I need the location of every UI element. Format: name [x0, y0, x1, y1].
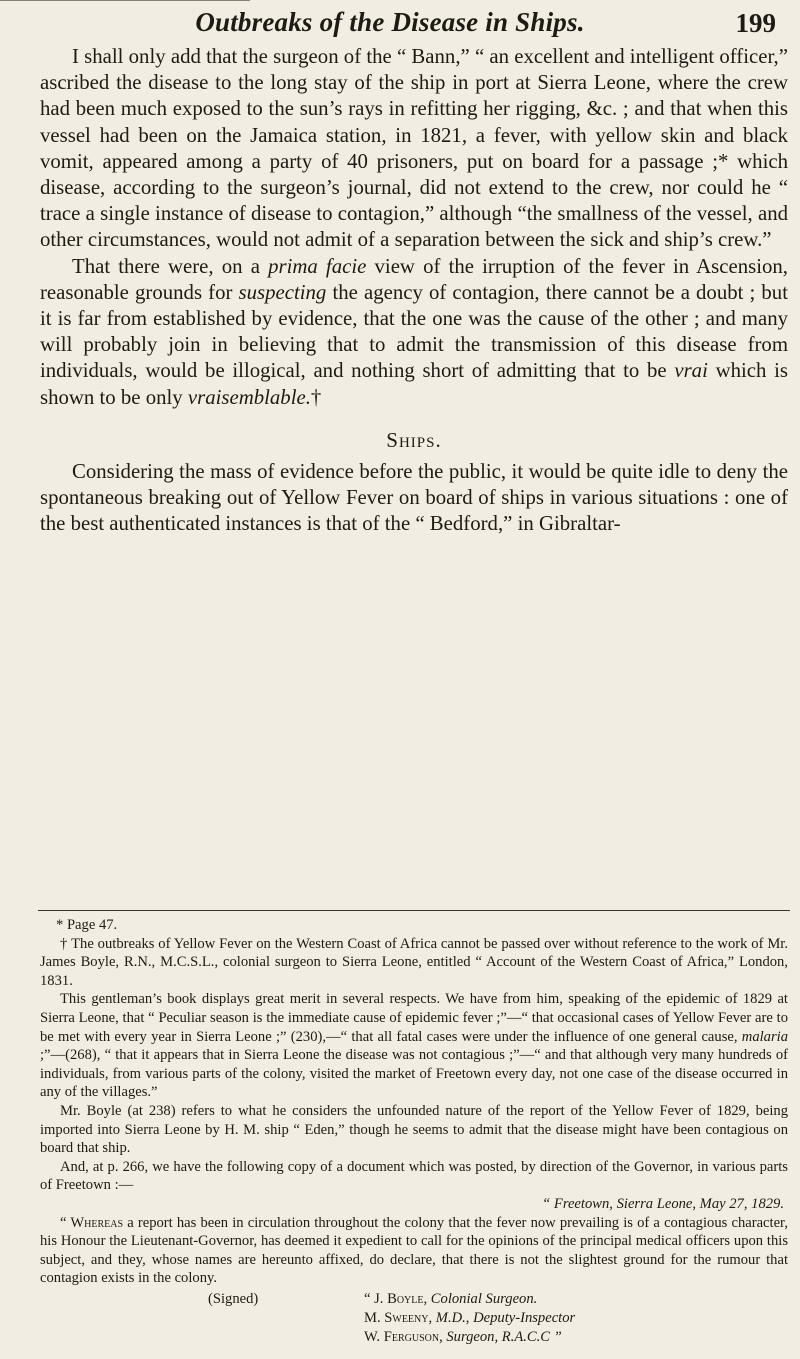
footnote-page-ref: * Page 47. [56, 917, 118, 933]
footnote-mark: † [310, 385, 322, 409]
paragraph-bann [40, 44, 788, 254]
small-caps-text: “ Whereas [60, 1214, 124, 1231]
signatory-boyle [364, 1290, 575, 1309]
signatory-name: W. Ferguson, [364, 1328, 443, 1345]
footnote-divider [38, 910, 790, 911]
text-span: That there were, on a [72, 254, 269, 278]
signatory-title: M.D., Deputy-Inspector [432, 1309, 576, 1326]
signatory-title: Colonial Surgeon. [427, 1290, 538, 1307]
italic-text: suspecting [238, 280, 327, 304]
signatory-sweeny [364, 1309, 575, 1328]
italic-text: vraisemblable. [187, 385, 311, 409]
paragraph-ascension [40, 254, 788, 411]
text-span: which is shown to be only [40, 359, 788, 409]
text-span: the agency of contagion, there cannot be a doubt ; but it is far from established by evidence, that the one was the cause of the other ; and many will probably join in believing that to admit the transmission of this disease from individuals, would be illogical, and nothing short of admitting that to be [40, 280, 788, 383]
footnote-document-intro: And, at p. 266, we have the following copy of a document which was posted, by direction of the Governor, in various parts of Freetown :— [40, 1158, 788, 1194]
text-span: a report has been in circulation throughout the colony that the fever now prevailing is of a contagious character, his Honour the Lieutenant-Governor, has deemed it expedient to call for the opinions of the principal medical officers upon this subject, and they, whose names are hereunto affixed, do declare, that there is not the slightest ground for the rumour that contagion exists in the colony. [40, 1214, 788, 1287]
footnote-mark: * [718, 149, 729, 173]
signatory-name: M. Sweeny, [364, 1309, 433, 1326]
italic-text: prima facie [268, 254, 367, 278]
signatory-name: “ J. Boyle, [364, 1290, 428, 1307]
signature-block [40, 1290, 788, 1348]
footnote-boyle-book [40, 990, 788, 1102]
italic-text: vrai [674, 359, 708, 383]
document-body [40, 1214, 788, 1288]
footnote-eden: Mr. Boyle (at 238) refers to what he considers the unfounded nature of the report of the Yellow Fever of 1829, being imported into Sierra Leone by H. M. ship “ Eden,” though he seems to admit that the disease might have been contagious on board that ship. [40, 1102, 788, 1157]
section-heading: Ships. [386, 427, 442, 452]
text-span: I shall only add that the surgeon of the “ Bann,” “ an excellent and intelligent officer,” ascribed the disease to the long stay of the ship in port at Sierra Leone, where the crew had been much exposed to the sun’s rays in refitting her rigging, &c. ; and that when this vessel had been on the Jamaica station, in 1821, a fever, with yellow skin and black vomit, appeared among a party of 40 prisoners, put on board for a passage ; [40, 45, 788, 173]
body-text [40, 44, 788, 538]
signed-label: (Signed) [208, 1290, 259, 1307]
text-span: ;”—(268), “ that it appears that in Sierra Leone the disease was not contagious ;”—“ and that although very many hundreds of individuals, from various parts of the colony, visited the market of Freetown every day, not one case of the disease occurred in any of the villages.” [40, 1047, 788, 1101]
text-span: view of the irruption of the fever in Ascension, reasonable grounds for [40, 254, 788, 304]
page-number: 199 [735, 8, 776, 38]
document-place-date [40, 1195, 788, 1214]
italic-text: “ Freetown, Sierra Leone, May 27, 1829. [542, 1195, 784, 1212]
paragraph-ships: Considering the mass of evidence before the public, it would be quite idle to deny the spontaneous breaking out of Yellow Fever on board of ships in various situations : one of the best authenticated instances is that of the “ Bedford,” in Gibraltar- [40, 460, 788, 536]
top-edge-rule [0, 0, 250, 5]
running-title: Outbreaks of the Disease in Ships. [195, 7, 585, 37]
footnote-boyle: † The outbreaks of Yellow Fever on the Western Coast of Africa cannot be passed over without reference to the work of Mr. James Boyle, R.N., M.C.S.L., colonial surgeon to Sierra Leone, entitled “ Account of the Western Coast of Africa,” London, 1831. [40, 935, 788, 989]
signatory-ferguson [364, 1328, 575, 1347]
text-span: which disease, according to the surgeon’s journal, did not extend to the crew, nor could he “ trace a single instance of disease to contagion,” although “the smallness of the vessel, and other circumstances, would not admit of a separation between the sick and ship’s crew.” [40, 149, 788, 252]
footnotes [40, 916, 788, 1348]
signatory-title: Surgeon, R.A.C.C ” [442, 1328, 562, 1345]
text-span: This gentleman’s book displays great merit in several respects. We have from him, speaking of the epidemic of 1829 at Sierra Leone, that “ Peculiar season is the immediate cause of epidemic fever ;”—“ that occasional cases of Yellow Fever are to be met with every year in Sierra Leone ;” (230),—“ that all fatal cases were under the influence of one general cause, [40, 991, 788, 1045]
signatories [364, 1290, 575, 1347]
italic-text: malaria [741, 1028, 788, 1045]
